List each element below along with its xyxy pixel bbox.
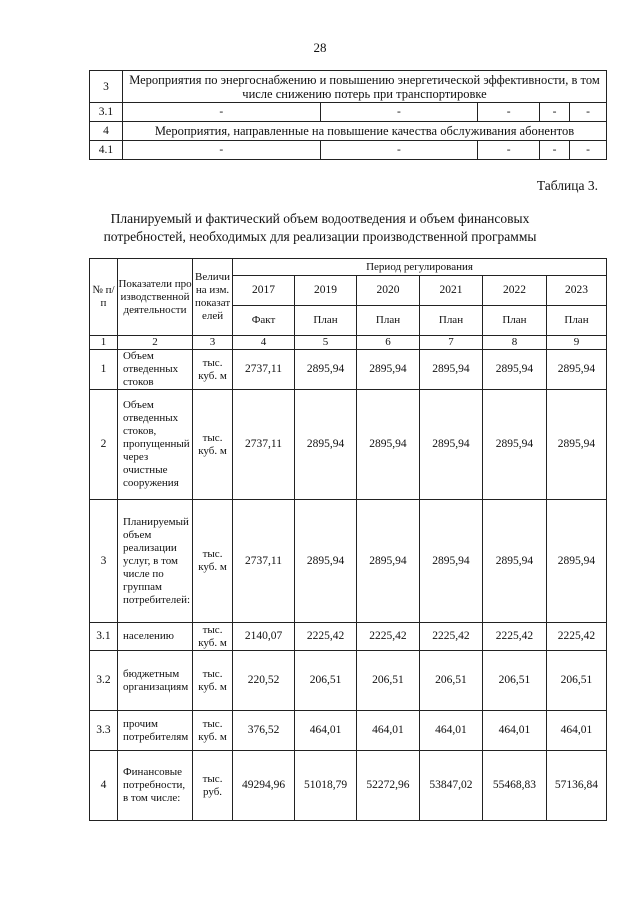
value-cell: 220,52 bbox=[233, 651, 295, 711]
value-cell: 49294,96 bbox=[233, 751, 295, 821]
header-unit: Величина изм. показателей bbox=[193, 259, 233, 336]
column-number: 2 bbox=[117, 336, 192, 350]
value-cell: 2737,11 bbox=[233, 390, 295, 500]
column-number: 4 bbox=[233, 336, 295, 350]
unit: тыс. руб. bbox=[193, 751, 233, 821]
column-number: 8 bbox=[482, 336, 546, 350]
table-number: Таблица 3. bbox=[536, 178, 598, 193]
table-cell: - bbox=[320, 103, 478, 122]
header-kind: Факт bbox=[233, 306, 295, 336]
value-cell: 2895,94 bbox=[546, 350, 606, 390]
production-program-table bbox=[89, 258, 607, 821]
header-year: 2022 bbox=[482, 276, 546, 306]
row-number: 1 bbox=[90, 350, 118, 390]
table-row bbox=[90, 122, 607, 141]
table-row bbox=[90, 651, 607, 711]
table-row bbox=[90, 71, 607, 103]
table-row bbox=[90, 711, 607, 751]
unit: тыс. куб. м bbox=[193, 390, 233, 500]
table-cell: - bbox=[540, 141, 570, 160]
measure-title: Мероприятия, направленные на повышение качества обслуживания абонентов bbox=[122, 122, 606, 141]
value-cell: 55468,83 bbox=[482, 751, 546, 821]
value-cell: 2895,94 bbox=[482, 390, 546, 500]
row-number: 3.1 bbox=[90, 103, 123, 122]
value-cell: 2895,94 bbox=[419, 350, 482, 390]
value-cell: 2895,94 bbox=[357, 500, 420, 623]
table-row bbox=[90, 390, 607, 500]
value-cell: 206,51 bbox=[357, 651, 420, 711]
header-year: 2017 bbox=[233, 276, 295, 306]
header-period: Период регулирования bbox=[233, 259, 607, 276]
value-cell: 2225,42 bbox=[357, 623, 420, 651]
value-cell: 2895,94 bbox=[482, 500, 546, 623]
row-number: 4 bbox=[90, 122, 123, 141]
table-cell: - bbox=[570, 103, 607, 122]
header-year: 2023 bbox=[546, 276, 606, 306]
row-number: 3 bbox=[90, 500, 118, 623]
page-number: 28 bbox=[313, 40, 327, 55]
table-cell: - bbox=[122, 141, 320, 160]
value-cell: 464,01 bbox=[295, 711, 357, 751]
header-year: 2020 bbox=[357, 276, 420, 306]
indicator-name: прочим потребителям bbox=[117, 711, 192, 751]
value-cell: 2737,11 bbox=[233, 500, 295, 623]
table-row bbox=[90, 751, 607, 821]
value-cell: 206,51 bbox=[546, 651, 606, 711]
indicator-name: Объем отведенных стоков, пропущенный через очистные сооружения bbox=[117, 390, 192, 500]
row-number: 2 bbox=[90, 390, 118, 500]
value-cell: 51018,79 bbox=[295, 751, 357, 821]
table-cell: - bbox=[478, 141, 540, 160]
value-cell: 2895,94 bbox=[357, 350, 420, 390]
measure-title: Мероприятия по энергоснабжению и повышению энергетической эффективности, в том числе снижению потерь при транспортировке bbox=[122, 71, 606, 103]
value-cell: 2225,42 bbox=[546, 623, 606, 651]
value-cell: 53847,02 bbox=[419, 751, 482, 821]
value-cell: 376,52 bbox=[233, 711, 295, 751]
table-cell: - bbox=[570, 141, 607, 160]
indicator-name: Финансовые потребности, в том числе: bbox=[117, 751, 192, 821]
value-cell: 52272,96 bbox=[357, 751, 420, 821]
column-number: 7 bbox=[419, 336, 482, 350]
value-cell: 206,51 bbox=[419, 651, 482, 711]
value-cell: 2895,94 bbox=[546, 390, 606, 500]
row-number: 3.1 bbox=[90, 623, 118, 651]
value-cell: 2225,42 bbox=[482, 623, 546, 651]
column-number: 6 bbox=[357, 336, 420, 350]
table-row bbox=[90, 500, 607, 623]
column-number: 9 bbox=[546, 336, 606, 350]
value-cell: 464,01 bbox=[546, 711, 606, 751]
column-number: 5 bbox=[295, 336, 357, 350]
indicator-name: Объем отведенных стоков bbox=[117, 350, 192, 390]
header-year: 2019 bbox=[295, 276, 357, 306]
row-number: 4 bbox=[90, 751, 118, 821]
table-row bbox=[90, 350, 607, 390]
column-number: 3 bbox=[193, 336, 233, 350]
row-number: 3 bbox=[90, 71, 123, 103]
header-indicator: Показатели производственной деятельности bbox=[117, 259, 192, 336]
row-number: 4.1 bbox=[90, 141, 123, 160]
value-cell: 464,01 bbox=[357, 711, 420, 751]
row-number: 3.2 bbox=[90, 651, 118, 711]
table-cell: - bbox=[478, 103, 540, 122]
header-kind: План bbox=[546, 306, 606, 336]
table-cell: - bbox=[540, 103, 570, 122]
table-body bbox=[90, 350, 607, 821]
unit: тыс. куб. м bbox=[193, 711, 233, 751]
unit: тыс. куб. м bbox=[193, 500, 233, 623]
table-row bbox=[90, 623, 607, 651]
column-number-row bbox=[90, 336, 607, 350]
indicator-name: бюджетным организациям bbox=[117, 651, 192, 711]
value-cell: 2225,42 bbox=[295, 623, 357, 651]
header-kind: План bbox=[295, 306, 357, 336]
indicator-name: населению bbox=[117, 623, 192, 651]
table-cell: - bbox=[122, 103, 320, 122]
continuation-table bbox=[89, 70, 607, 160]
table-row bbox=[90, 103, 607, 122]
value-cell: 2895,94 bbox=[419, 500, 482, 623]
value-cell: 2895,94 bbox=[357, 390, 420, 500]
table-cell: - bbox=[320, 141, 478, 160]
value-cell: 2895,94 bbox=[295, 500, 357, 623]
value-cell: 206,51 bbox=[482, 651, 546, 711]
column-number: 1 bbox=[90, 336, 118, 350]
unit: тыс. куб. м bbox=[193, 651, 233, 711]
value-cell: 2140,07 bbox=[233, 623, 295, 651]
value-cell: 2737,11 bbox=[233, 350, 295, 390]
value-cell: 464,01 bbox=[482, 711, 546, 751]
value-cell: 464,01 bbox=[419, 711, 482, 751]
value-cell: 2895,94 bbox=[295, 390, 357, 500]
header-kind: План bbox=[357, 306, 420, 336]
value-cell: 2895,94 bbox=[546, 500, 606, 623]
table-caption-line-1: Планируемый и фактический объем водоотведения и объем финансовых bbox=[110, 211, 530, 226]
table-caption-line-2: потребностей, необходимых для реализации производственной программы bbox=[103, 229, 537, 244]
value-cell: 57136,84 bbox=[546, 751, 606, 821]
value-cell: 2225,42 bbox=[419, 623, 482, 651]
value-cell: 206,51 bbox=[295, 651, 357, 711]
table-row bbox=[90, 141, 607, 160]
header-year: 2021 bbox=[419, 276, 482, 306]
header-number: № п/п bbox=[90, 259, 118, 336]
row-number: 3.3 bbox=[90, 711, 118, 751]
header-kind: План bbox=[419, 306, 482, 336]
header-kind: План bbox=[482, 306, 546, 336]
unit: тыс. куб. м bbox=[193, 350, 233, 390]
table-header-row bbox=[90, 259, 607, 276]
value-cell: 2895,94 bbox=[295, 350, 357, 390]
indicator-name: Планируемый объем реализации услуг, в том числе по группам потребителей: bbox=[117, 500, 192, 623]
value-cell: 2895,94 bbox=[482, 350, 546, 390]
value-cell: 2895,94 bbox=[419, 390, 482, 500]
unit: тыс. куб. м bbox=[193, 623, 233, 651]
